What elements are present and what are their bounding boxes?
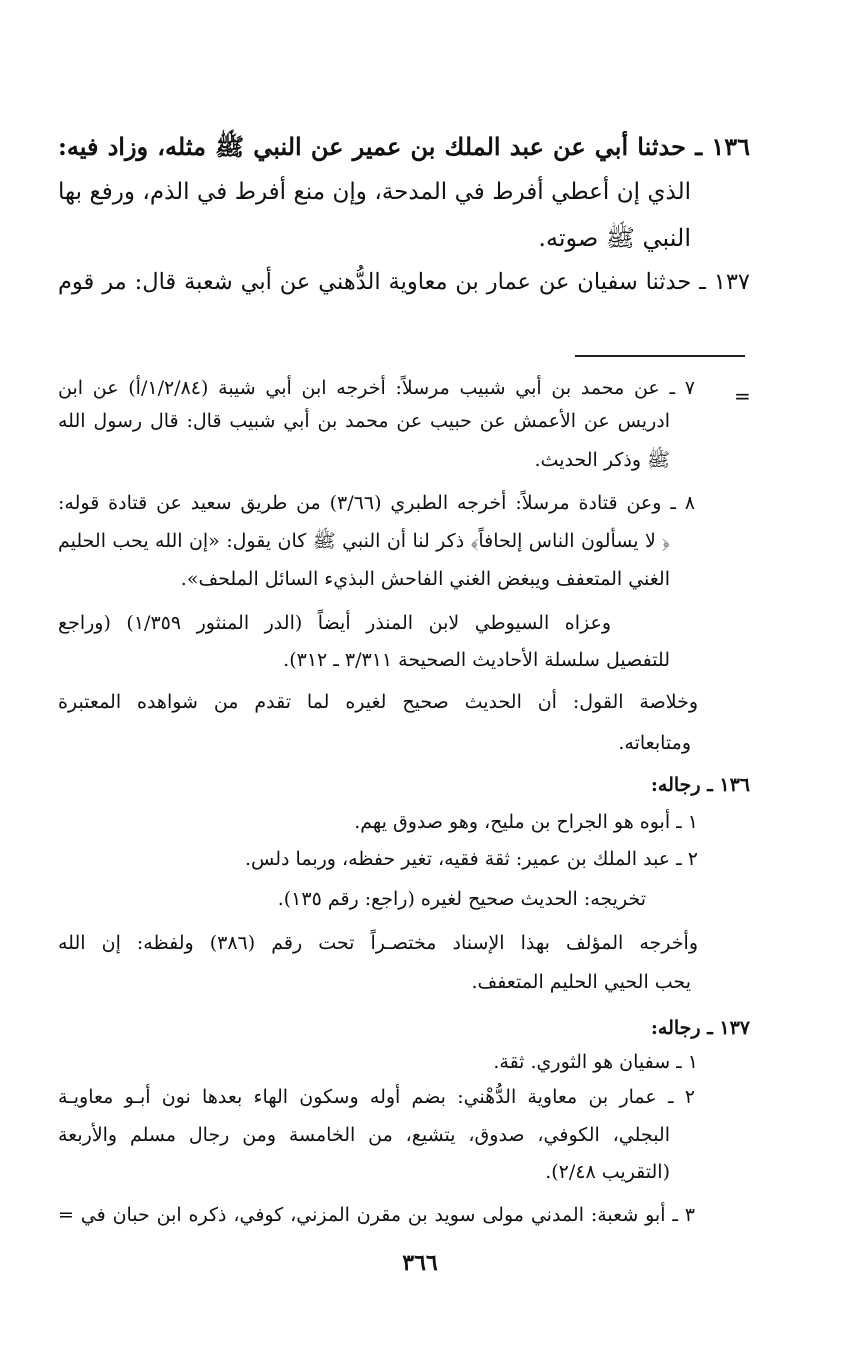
rijal-137-1: ١ ـ سفيان هو الثوري. ثقة. — [493, 1051, 698, 1073]
footnote-8-line-2: ﴿ لا يسألون الناس إلحافاً﴾ ذكر لنا أن النبي ﷺ كان يقول: «إن الله يحب الحليم — [58, 530, 670, 552]
rijal-136-2: ٢ ـ عبد الملك بن عمير: ثقة فقيه، تغير حفظه، وربما دلس. — [245, 848, 698, 870]
main-line-136-3: النبي ﷺ صوته. — [538, 224, 691, 252]
footnote-7-line-3: ﷺ وذكر الحديث. — [534, 449, 670, 471]
footnote-8-line-3: الغني المتعفف ويبغض الغني الفاحش البذيء السائل الملحف». — [180, 568, 670, 590]
suyuti-line-1: وعزاه السيوطي لابن المنذر أيضاً (الدر المنثور ١/٣٥٩) (وراجع — [58, 612, 611, 634]
main-line-137-1: ١٣٧ ـ حدثنا سفيان عن عمار بن معاوية الدُّهني عن أبي شعبة قال: مر قوم — [58, 269, 750, 295]
suyuti-line-2: للتفصيل سلسلة الأحاديث الصحيحة ٣/٣١١ ـ ٣١٢). — [283, 649, 670, 671]
main-line-136-2: الذي إن أعطي أفرط في المدحة، وإن منع أفرط في الذم، ورفع بها — [58, 179, 691, 205]
rijal-136-1: ١ ـ أبوه هو الجراح بن مليح، وهو صدوق يهم. — [354, 811, 698, 833]
rijal-137-3: ٣ ـ أبو شعبة: المدني مولى سويد بن مقرن المزني، كوفي، ذكره ابن حبان في = — [58, 1204, 695, 1226]
footnote-7-line-2: ادريس عن الأعمش عن حبيب عن محمد بن أبي شبيب قال: قال رسول الله — [58, 410, 670, 432]
rijal-137-2-line-1: ٢ ـ عمار بن معاوية الدُّهْني: بضم أوله وسكون الهاء بعدها نون أبـو معاويـة — [58, 1086, 695, 1108]
heading-136-rijal: ١٣٦ ـ رجاله: — [650, 774, 750, 796]
khulasa-line-2: ومتابعاته. — [618, 732, 691, 754]
continuation-mark: = — [734, 384, 751, 408]
akhraja-line-1: وأخرجه المؤلف بهذا الإسناد مختصـراً تحت رقم (٣٨٦) ولفظه: إن الله — [58, 932, 698, 954]
page-number: ٣٦٦ — [402, 1250, 438, 1276]
footnote-7-line-1: ٧ ـ عن محمد بن أبي شبيب مرسلاً: أخرجه ابن أبي شيبة (١/٢/٨٤/أ) عن ابن — [58, 377, 695, 399]
footnote-8-line-1: ٨ ـ وعن قتادة مرسلاً: أخرجه الطبري (٣/٦٦) من طريق سعيد عن قتادة قوله: — [58, 492, 695, 514]
rijal-137-2-line-3: (التقريب ٢/٤٨). — [545, 1161, 670, 1183]
rijal-137-2-line-2: البجلي، الكوفي، صدوق، يتشيع، من الخامسة ومن رجال مسلم والأربعة — [58, 1124, 670, 1146]
akhraja-line-2: يحب الحيي الحليم المتعفف. — [471, 971, 691, 993]
khulasa-line-1: وخلاصة القول: أن الحديث صحيح لغيره لما تقدم من شواهده المعتبرة — [58, 691, 698, 713]
footnote-separator — [575, 355, 745, 357]
heading-137-rijal: ١٣٧ ـ رجاله: — [650, 1017, 750, 1039]
takhrij-136: تخريجه: الحديث صحيح لغيره (راجع: رقم ١٣٥). — [277, 888, 646, 910]
main-line-136-1: ١٣٦ ـ حدثنا أبي عن عبد الملك بن عمير عن النبي ﷺ مثله، وزاد فيه: — [58, 132, 750, 161]
